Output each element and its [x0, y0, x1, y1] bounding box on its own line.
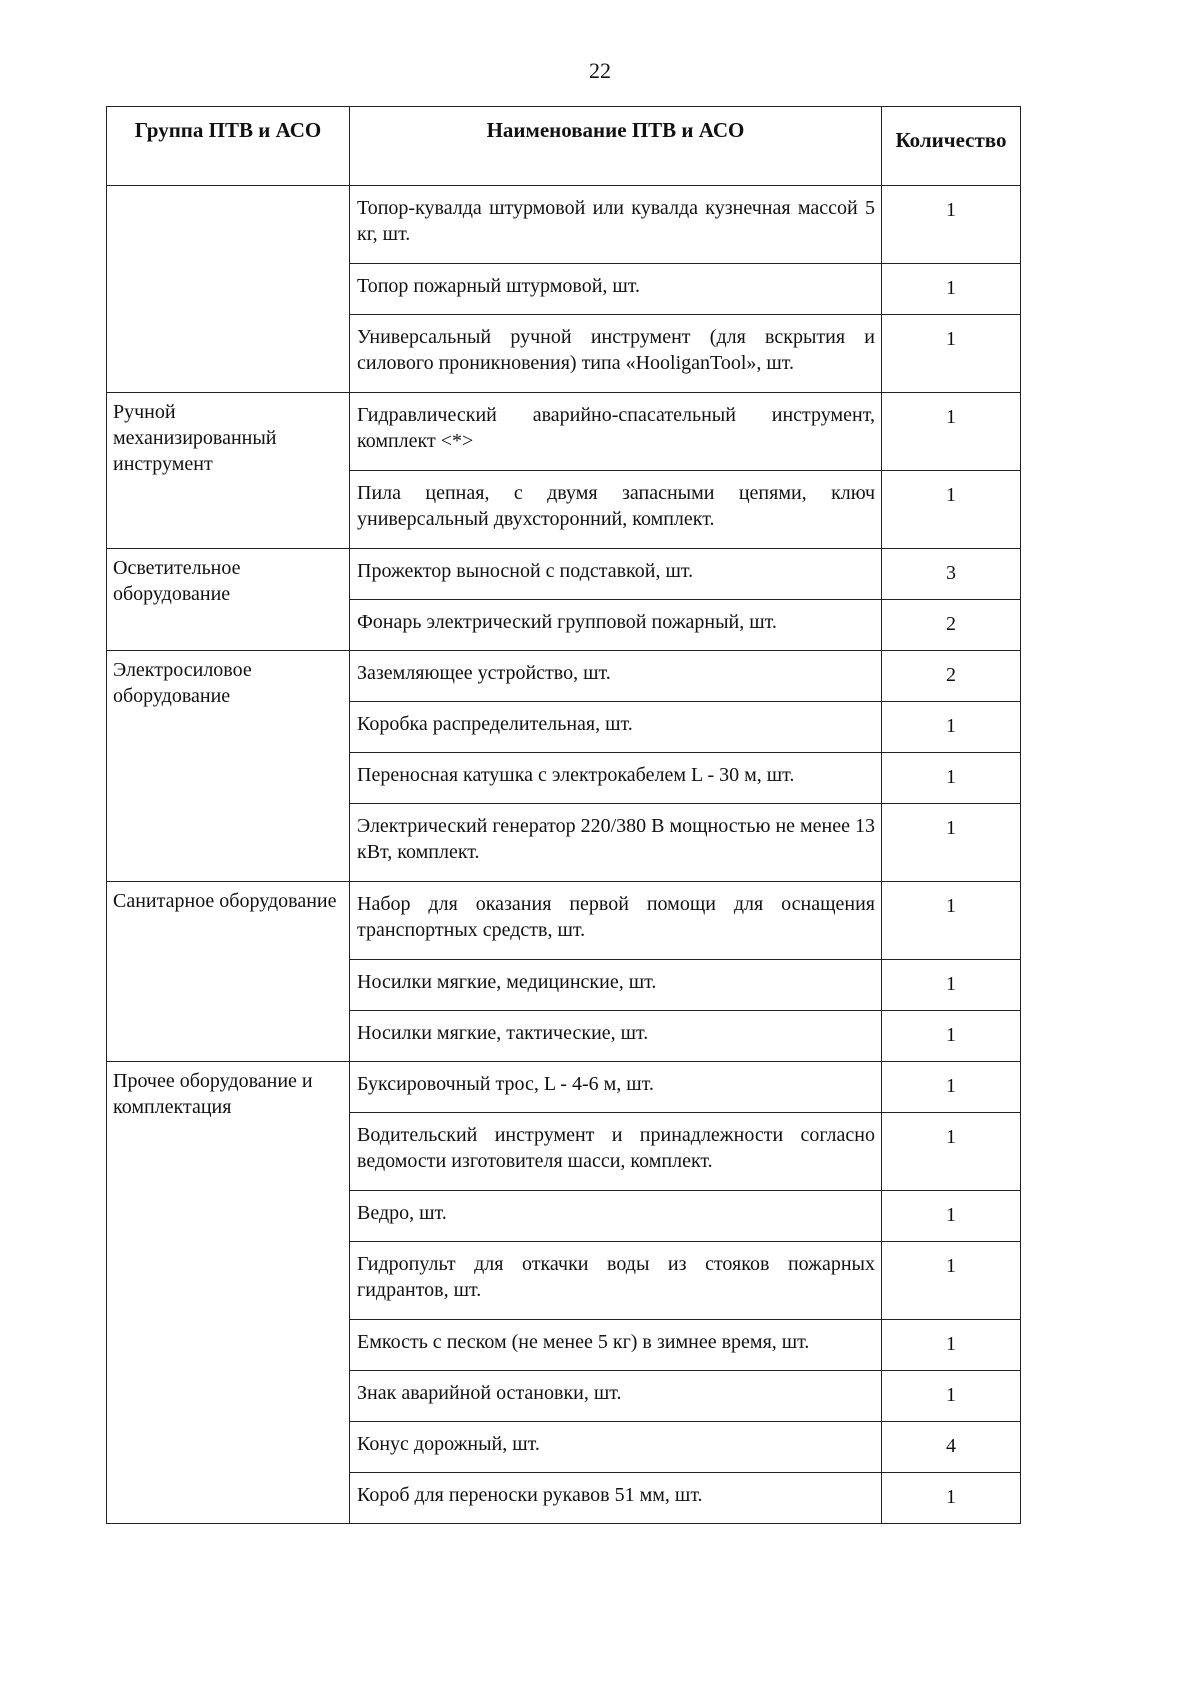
item-name: Набор для оказания первой помощи для оснащения транспортных средств, шт. — [350, 882, 882, 960]
item-quantity: 2 — [882, 651, 1021, 702]
item-quantity: 1 — [882, 471, 1021, 549]
item-name: Буксировочный трос, L - 4-6 м, шт. — [350, 1062, 882, 1113]
table-row — [107, 393, 1021, 471]
item-quantity: 1 — [882, 1113, 1021, 1191]
quantity-column-header: Количество — [882, 107, 1021, 186]
item-quantity: 1 — [882, 1011, 1021, 1062]
item-name: Водительский инструмент и принадлежности согласно ведомости изготовителя шасси, комплект. — [350, 1113, 882, 1191]
item-quantity: 1 — [882, 315, 1021, 393]
item-name: Носилки мягкие, медицинские, шт. — [350, 960, 882, 1011]
item-quantity: 4 — [882, 1422, 1021, 1473]
item-name: Универсальный ручной инструмент (для вскрытия и силового проникновения) типа «HooliganTool», шт. — [350, 315, 882, 393]
item-quantity: 2 — [882, 600, 1021, 651]
item-name: Емкость с песком (не менее 5 кг) в зимнее время, шт. — [350, 1320, 882, 1371]
table-header-row — [107, 107, 1021, 186]
item-quantity: 1 — [882, 186, 1021, 264]
item-name: Заземляющее устройство, шт. — [350, 651, 882, 702]
item-quantity: 1 — [882, 882, 1021, 960]
item-name: Коробка распределительная, шт. — [350, 702, 882, 753]
item-name: Электрический генератор 220/380 В мощностью не менее 13 кВт, комплект. — [350, 804, 882, 882]
item-quantity: 3 — [882, 549, 1021, 600]
page-number: 22 — [589, 58, 611, 83]
item-quantity: 1 — [882, 1371, 1021, 1422]
item-quantity: 1 — [882, 1191, 1021, 1242]
item-quantity: 1 — [882, 1062, 1021, 1113]
group-cell — [107, 186, 350, 393]
item-quantity: 1 — [882, 804, 1021, 882]
item-quantity: 1 — [882, 1473, 1021, 1524]
item-quantity: 1 — [882, 702, 1021, 753]
group-column-header: Группа ПТВ и АСО — [107, 107, 350, 186]
group-cell: Электросиловое оборудование — [107, 651, 350, 882]
item-name: Пила цепная, с двумя запасными цепями, ключ универсальный двухсторонний, комплект. — [350, 471, 882, 549]
item-name: Гидравлический аварийно-спасательный инструмент, комплект <*> — [350, 393, 882, 471]
item-quantity: 1 — [882, 393, 1021, 471]
item-name: Носилки мягкие, тактические, шт. — [350, 1011, 882, 1062]
item-quantity: 1 — [882, 960, 1021, 1011]
group-cell: Санитарное оборудование — [107, 882, 350, 1062]
equipment-table — [106, 106, 1021, 1524]
item-name: Прожектор выносной с подставкой, шт. — [350, 549, 882, 600]
table-row — [107, 549, 1021, 600]
item-name: Короб для переноски рукавов 51 мм, шт. — [350, 1473, 882, 1524]
item-name: Ведро, шт. — [350, 1191, 882, 1242]
item-name: Знак аварийной остановки, шт. — [350, 1371, 882, 1422]
item-quantity: 1 — [882, 264, 1021, 315]
group-cell: Ручной механизированный инструмент — [107, 393, 350, 549]
item-quantity: 1 — [882, 1320, 1021, 1371]
item-name: Фонарь электрический групповой пожарный, шт. — [350, 600, 882, 651]
table-row — [107, 1062, 1021, 1113]
item-quantity: 1 — [882, 1242, 1021, 1320]
item-quantity: 1 — [882, 753, 1021, 804]
item-name: Топор пожарный штурмовой, шт. — [350, 264, 882, 315]
group-cell: Прочее оборудование и комплектация — [107, 1062, 350, 1524]
table-row — [107, 651, 1021, 702]
table-row — [107, 882, 1021, 960]
table-row — [107, 186, 1021, 264]
item-name: Переносная катушка с электрокабелем L - 30 м, шт. — [350, 753, 882, 804]
group-cell: Осветительное оборудование — [107, 549, 350, 651]
item-name: Топор-кувалда штурмовой или кувалда кузнечная массой 5 кг, шт. — [350, 186, 882, 264]
item-name: Конус дорожный, шт. — [350, 1422, 882, 1473]
item-name: Гидропульт для откачки воды из стояков пожарных гидрантов, шт. — [350, 1242, 882, 1320]
name-column-header: Наименование ПТВ и АСО — [350, 107, 882, 186]
